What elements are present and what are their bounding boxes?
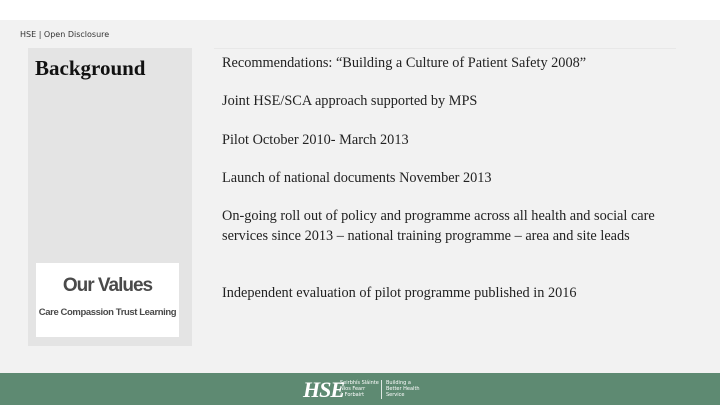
footer-bar <box>0 373 720 405</box>
header-label: HSE | Open Disclosure <box>20 30 110 39</box>
bullet-item: Pilot October 2010- March 2013 <box>222 132 409 148</box>
footer-line: Seirbhís Sláinte <box>340 380 379 386</box>
footer-line: Building a <box>386 380 411 386</box>
slide-title: Background <box>35 56 146 80</box>
our-values-headline: Our Values <box>62 275 153 296</box>
bullet-item: Independent evaluation of pilot programme published in 2016 <box>222 285 577 301</box>
our-values-logo <box>36 263 179 337</box>
hse-logo: HSE <box>303 377 345 402</box>
bullet-item: Launch of national documents November 2013 <box>222 170 492 186</box>
bullet-item: Recommendations: “Building a Culture of Patient Safety 2008” <box>222 55 587 71</box>
bullet-item: On-going roll out of policy and programme across all health and social care services since 2013 – national training programme – area and site leads <box>222 208 655 244</box>
footer-english-text <box>386 380 420 398</box>
our-values-tagline: Care Compassion Trust Learning <box>38 307 177 318</box>
footer-line: á Forbairt <box>340 392 365 398</box>
footer-line: Níos Fearr <box>340 386 366 392</box>
footer-line: Service <box>386 392 405 398</box>
footer-line: Better Health <box>386 386 420 392</box>
footer-divider <box>381 380 382 399</box>
bullet-item: Joint HSE/SCA approach supported by MPS <box>222 93 478 109</box>
footer-irish-text <box>340 380 379 398</box>
